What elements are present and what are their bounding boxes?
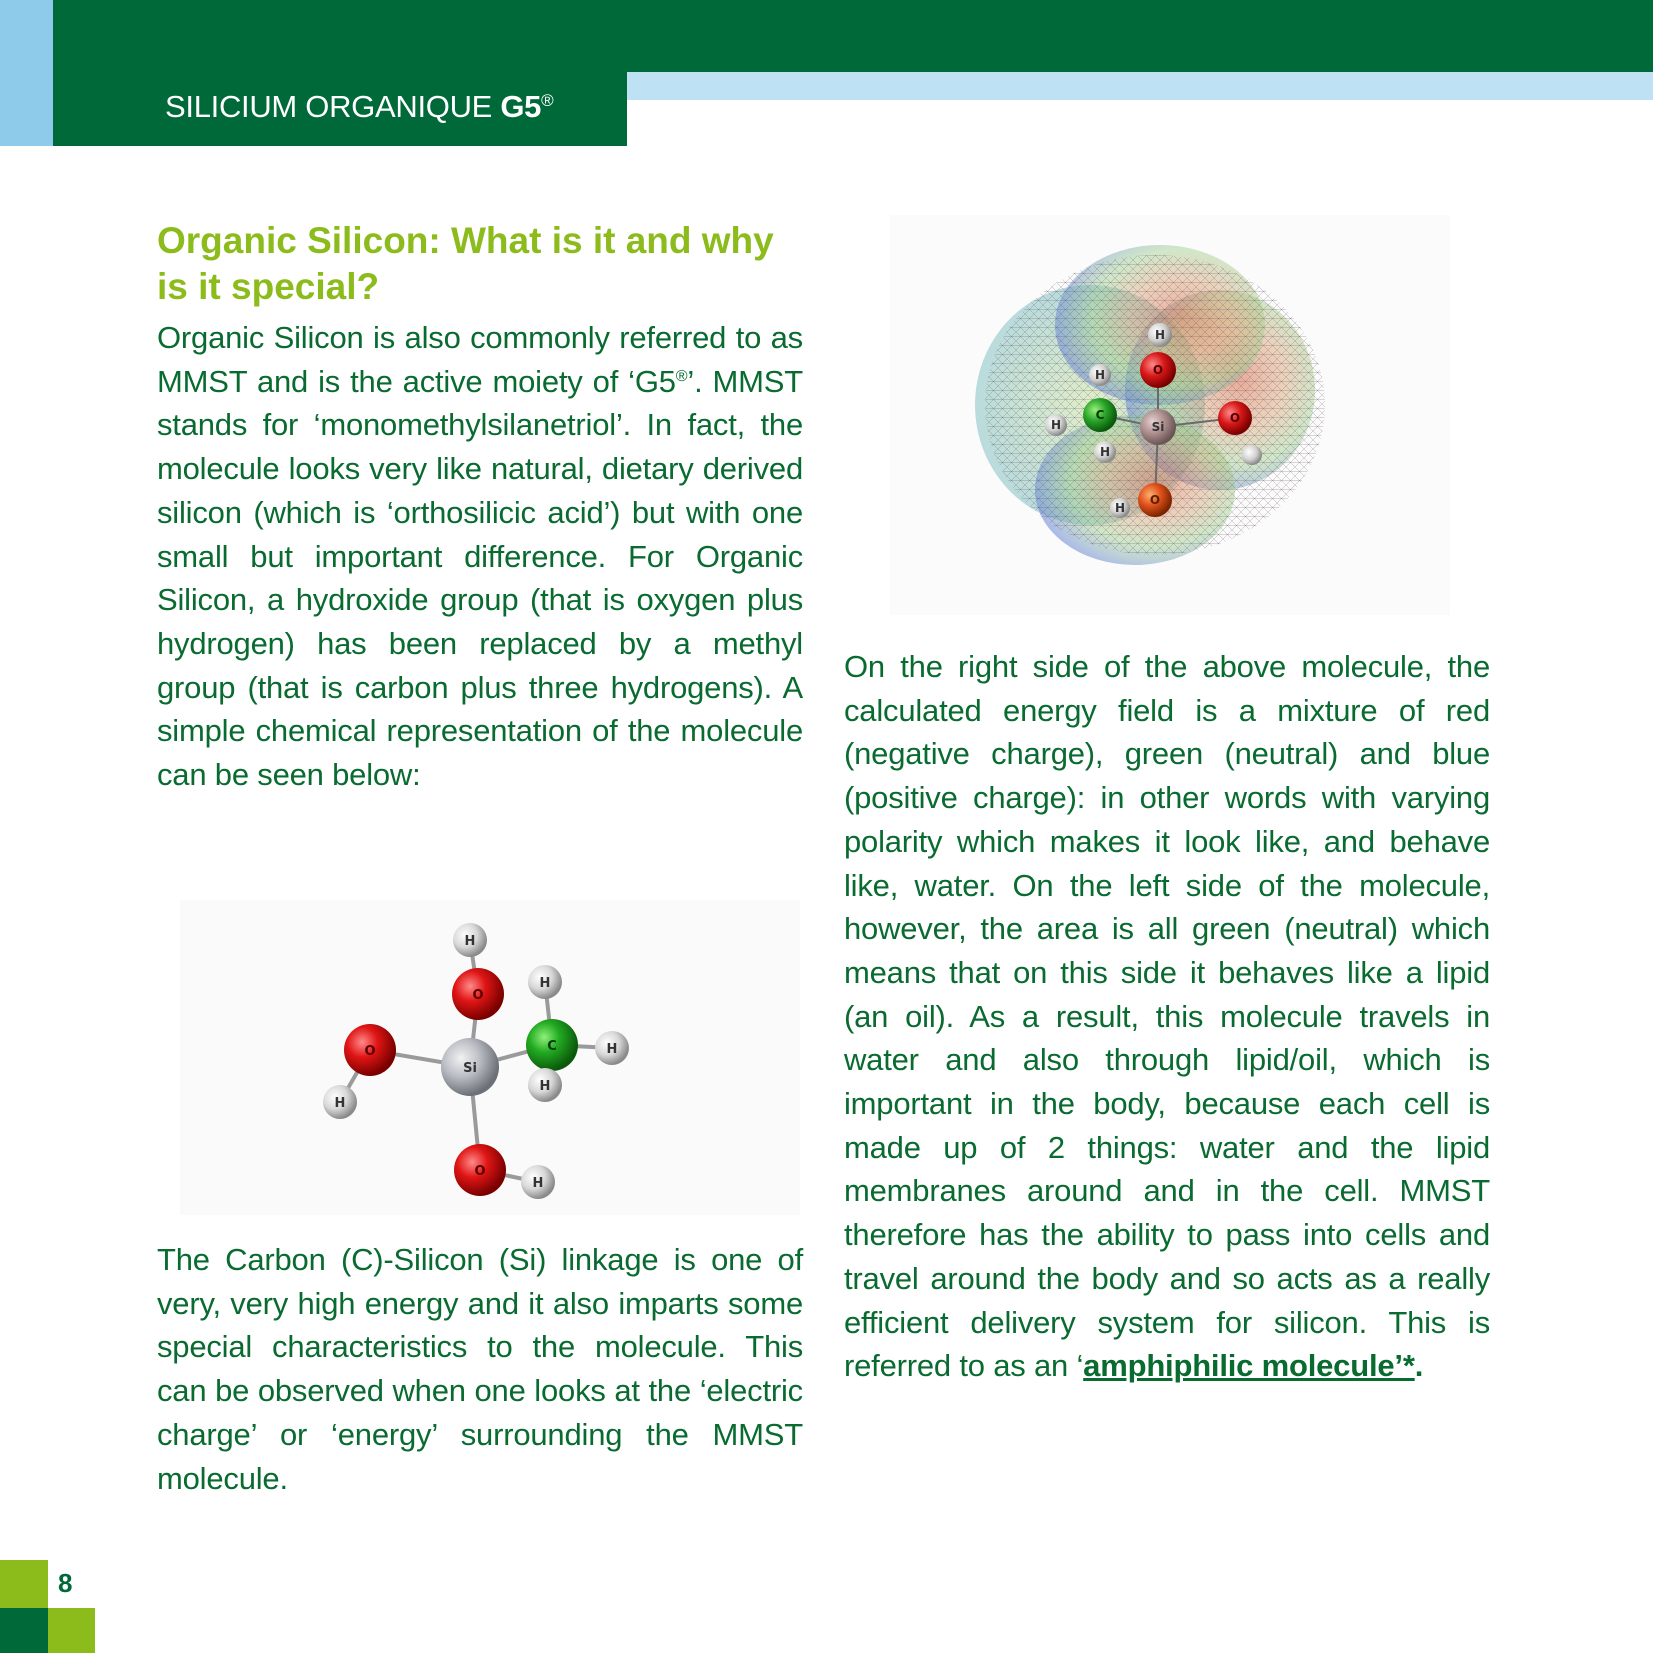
atom-label: H	[1099, 445, 1111, 459]
registered-mark: ®	[541, 91, 554, 110]
atom-label: H	[1050, 418, 1062, 432]
atom-label: H	[532, 1176, 544, 1191]
atom-label: O	[364, 1044, 376, 1059]
page-corner-block	[0, 1608, 48, 1653]
molecule-energy-field-figure	[890, 215, 1450, 615]
atom-label: H	[539, 1079, 551, 1094]
atom-label: H	[539, 976, 551, 991]
right-column	[844, 645, 1490, 1388]
intro-text-part2: ’. MMST stands for ‘monomethylsilanetriol’. In fact, the molecule looks very like natural, dietary derived silicon (which is ‘orthosilicic acid’) but with one small but important difference. For Organic Silicon, a hydroxide group (that is oxygen plus hydrogen) has been replaced by a methyl group (that is carbon plus three hydrogens). A simple chemical representation of the molecule can be seen below:	[157, 363, 803, 793]
header-title-main: SILICIUM ORGANIQUE	[165, 89, 501, 124]
atom-label: H	[1114, 501, 1126, 515]
energy-field-text: On the right side of the above molecule, the calculated energy field is a mixture of red (negative charge), green (neutral) and blue (positive charge): in other words with varying polarity which makes it look like, and behave like, water. On the left side of the molecule, however, the area is all green (neutral) which means that on this side it behaves like a lipid (an oil). As a result, this molecule travels in water and also through lipid/oil, which is important in the body, because each cell is made up of 2 things: water and the lipid membranes around and in the cell. MMST therefore has the ability to pass into cells and travel around the body and so acts as a really efficient delivery system for silicon. This is referred to as an	[844, 649, 1490, 1384]
header-title	[165, 89, 553, 125]
atom-label: C	[547, 1039, 557, 1054]
page-corner-block	[48, 1608, 95, 1653]
header-side-bar	[0, 0, 53, 146]
atom-label: H	[1094, 368, 1106, 382]
atom-label: O	[1229, 411, 1241, 425]
molecule-energy-field-drawing	[890, 215, 1450, 615]
amphiphilic-molecule-link[interactable]: amphiphilic molecule’*	[1083, 1348, 1415, 1384]
closing-period: .	[1414, 1348, 1424, 1384]
section-heading: Organic Silicon: What is it and why is it special?	[157, 220, 774, 307]
molecule-ball-stick-figure	[180, 900, 800, 1215]
atom-label: O	[1149, 493, 1161, 507]
left-column	[157, 218, 803, 797]
left-column-bottom	[157, 1238, 803, 1500]
intro-paragraph	[157, 316, 803, 797]
atom-label: Si	[463, 1061, 477, 1076]
intro-text-part1: Organic Silicon is also commonly referred to as MMST and is the active moiety of ‘G5	[157, 320, 803, 399]
atom-label: H	[606, 1042, 618, 1057]
atom-label: H	[334, 1096, 346, 1111]
atom-label: Si	[1151, 420, 1165, 434]
header-stripe	[627, 72, 1653, 100]
molecule-ball-stick-drawing	[180, 900, 800, 1215]
header-band	[53, 0, 1653, 72]
atom-label: O	[1152, 363, 1164, 377]
linkage-paragraph: The Carbon (C)-Silicon (Si) linkage is one of very, very high energy and it also imparts some special characteristics to the molecule. This can be observed when one looks at the ‘electric charge’ or ‘energy’ surrounding the MMST molecule.	[157, 1242, 803, 1496]
atom-label: H	[1154, 328, 1166, 342]
atom-label: O	[474, 1164, 486, 1179]
atom-label: H	[464, 934, 476, 949]
header-title-bold: G5	[500, 89, 542, 124]
opening-quote: ‘	[1076, 1348, 1084, 1384]
page-corner-block	[0, 1560, 48, 1608]
atom-label: O	[472, 988, 484, 1003]
energy-field-paragraph	[844, 645, 1490, 1388]
atom-label: C	[1095, 408, 1105, 422]
registered-mark: ®	[675, 367, 688, 385]
page-number: 8	[58, 1568, 73, 1598]
